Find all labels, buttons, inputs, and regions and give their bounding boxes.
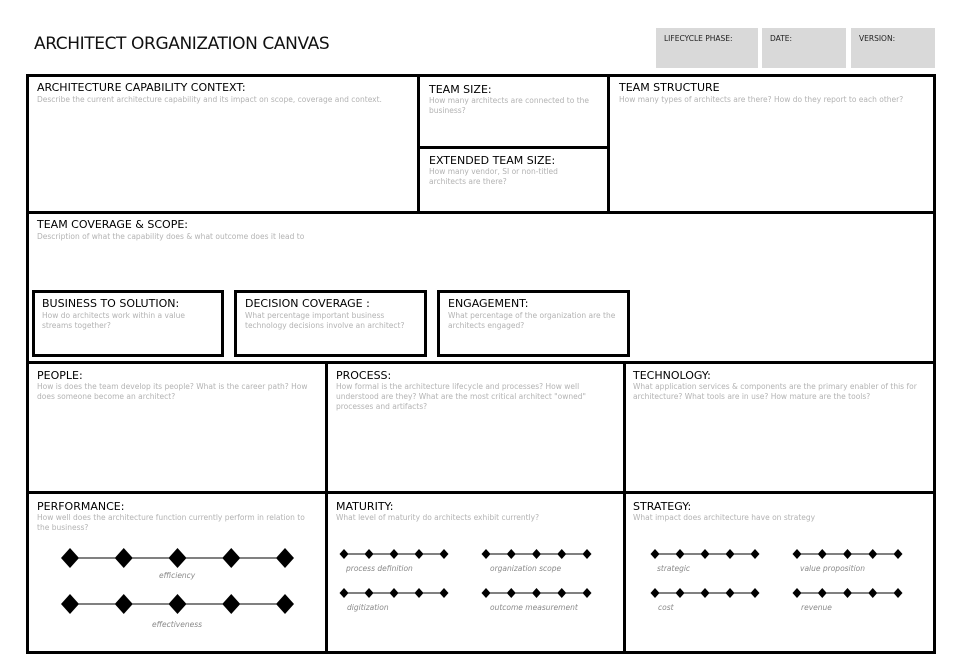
rating-scale-graphic: [339, 587, 449, 599]
rating-scale-graphic: [339, 548, 449, 560]
scale-diamond-4[interactable]: [868, 588, 877, 598]
rating-scale-graphic: [60, 593, 295, 615]
scale-diamond-4[interactable]: [222, 594, 240, 614]
scale-label-revenue: revenue: [801, 603, 832, 612]
scale-diamond-2[interactable]: [365, 588, 374, 598]
scale-diamond-3[interactable]: [169, 594, 187, 614]
rating-scale-graphic: [792, 548, 903, 560]
scale-label-organization-scope: organization scope: [490, 564, 562, 573]
divider-row3: [26, 491, 936, 494]
team-structure-desc: How many types of architects are there? How do they report to each other?: [619, 95, 904, 104]
maturity-title: MATURITY:: [336, 500, 394, 513]
scale-diamond-5[interactable]: [440, 588, 449, 598]
rating-scale-graphic: [650, 548, 760, 560]
scale-diamond-1[interactable]: [651, 588, 660, 598]
divider-top-1: [417, 74, 420, 214]
scale-label-outcome-measurement: outcome measurement: [490, 603, 578, 612]
scale-diamond-2[interactable]: [676, 588, 685, 598]
scale-diamond-1[interactable]: [340, 549, 349, 559]
scale-diamond-3[interactable]: [390, 588, 399, 598]
scale-diamond-2[interactable]: [676, 549, 685, 559]
scale-diamond-1[interactable]: [793, 549, 802, 559]
rating-scale-graphic: [650, 587, 760, 599]
scale-diamond-1[interactable]: [793, 588, 802, 598]
strategy-desc: What impact does architecture have on strategy: [633, 513, 816, 522]
scale-diamond-1[interactable]: [482, 549, 491, 559]
scale-diamond-3[interactable]: [701, 549, 710, 559]
lifecycle-phase-label: LIFECYCLE PHASE:: [664, 34, 733, 43]
scale-diamond-4[interactable]: [557, 588, 566, 598]
capability-desc: Describe the current architecture capability and its impact on scope, coverage and context.: [37, 95, 382, 104]
scale-diamond-5[interactable]: [583, 549, 592, 559]
scale-diamond-2[interactable]: [115, 594, 133, 614]
scale-label-strategic: strategic: [657, 564, 691, 573]
scale-diamond-1[interactable]: [482, 588, 491, 598]
lifecycle-phase-field[interactable]: [656, 28, 758, 68]
coverage-desc: Description of what the capability does & what outcome does it lead to: [37, 232, 305, 241]
scale-label-process-definition: process definition: [346, 564, 413, 573]
scale-diamond-3[interactable]: [390, 549, 399, 559]
scale-diamond-4[interactable]: [415, 588, 424, 598]
team-size-title: TEAM SIZE:: [429, 83, 492, 96]
scale-diamond-3[interactable]: [701, 588, 710, 598]
version-label: VERSION:: [859, 34, 896, 43]
scale-label-cost: cost: [658, 603, 674, 612]
maturity-desc: What level of maturity do architects exhibit currently?: [336, 513, 540, 522]
engagement-desc: What percentage of the organization are the architects engaged?: [448, 311, 616, 330]
process-desc: How formal is the architecture lifecycle and processes? How well understood are they? What are the most critical architect "owned" processes and artifacts?: [336, 382, 586, 411]
scale-diamond-1[interactable]: [61, 548, 79, 568]
scale-label-efficiency: efficiency: [159, 571, 196, 580]
coverage-title: TEAM COVERAGE & SCOPE:: [37, 218, 188, 231]
scale-diamond-1[interactable]: [340, 588, 349, 598]
business-to-solution-title: BUSINESS TO SOLUTION:: [42, 297, 180, 310]
scale-diamond-5[interactable]: [894, 588, 903, 598]
scale-diamond-3[interactable]: [532, 549, 541, 559]
divider-row2: [26, 361, 936, 364]
rating-scale-graphic: [481, 548, 592, 560]
people-desc: How is does the team develop its people? What is the career path? How does someone become an architect?: [37, 382, 308, 401]
team-size-desc: How many architects are connected to the business?: [429, 96, 590, 115]
decision-coverage-title: DECISION COVERAGE :: [245, 297, 370, 310]
divider-lower-1: [325, 361, 328, 654]
decision-coverage-box[interactable]: [234, 290, 427, 357]
scale-diamond-3[interactable]: [532, 588, 541, 598]
scale-diamond-2[interactable]: [507, 588, 516, 598]
page-title: ARCHITECT ORGANIZATION CANVAS: [34, 34, 330, 54]
extended-team-size-title: EXTENDED TEAM SIZE:: [429, 154, 556, 167]
divider-team-size: [417, 146, 610, 149]
scale-diamond-5[interactable]: [751, 549, 760, 559]
scale-diamond-5[interactable]: [583, 588, 592, 598]
scale-diamond-5[interactable]: [894, 549, 903, 559]
scale-diamond-1[interactable]: [651, 549, 660, 559]
scale-diamond-2[interactable]: [507, 549, 516, 559]
business-to-solution-desc: How do architects work within a value streams together?: [42, 311, 185, 330]
engagement-box[interactable]: [437, 290, 630, 357]
scale-diamond-5[interactable]: [751, 588, 760, 598]
scale-label-effectiveness: effectiveness: [152, 620, 203, 629]
rating-scale-graphic: [792, 587, 903, 599]
people-title: PEOPLE:: [37, 369, 83, 382]
scale-diamond-2[interactable]: [365, 549, 374, 559]
scale-diamond-3[interactable]: [843, 549, 852, 559]
technology-desc: What application services & components are the primary enabler of this for architecture? What tools are in use? How mature are the tools?: [633, 382, 917, 401]
extended-team-size-desc: How many vendor, SI or non-titled architects are there?: [429, 167, 558, 186]
process-title: PROCESS:: [336, 369, 392, 382]
performance-title: PERFORMANCE:: [37, 500, 125, 513]
scale-diamond-1[interactable]: [61, 594, 79, 614]
scale-label-value-proposition: value proposition: [800, 564, 866, 573]
date-label: DATE:: [770, 34, 793, 43]
scale-diamond-5[interactable]: [440, 549, 449, 559]
scale-diamond-4[interactable]: [868, 549, 877, 559]
technology-title: TECHNOLOGY:: [633, 369, 711, 382]
capability-title: ARCHITECTURE CAPABILITY CONTEXT:: [37, 81, 246, 94]
date-field[interactable]: [762, 28, 846, 68]
scale-diamond-3[interactable]: [843, 588, 852, 598]
scale-diamond-4[interactable]: [726, 549, 735, 559]
rating-scale-graphic: [60, 547, 295, 569]
scale-diamond-5[interactable]: [276, 548, 294, 568]
engagement-title: ENGAGEMENT:: [448, 297, 529, 310]
strategy-title: STRATEGY:: [633, 500, 692, 513]
scale-diamond-2[interactable]: [115, 548, 133, 568]
version-field[interactable]: [851, 28, 935, 68]
business-to-solution-box[interactable]: [32, 290, 224, 357]
scale-diamond-4[interactable]: [557, 549, 566, 559]
divider-top-2: [607, 74, 610, 214]
divider-row1: [26, 211, 936, 214]
performance-desc: How well does the architecture function currently perform in relation to the business?: [37, 513, 305, 532]
scale-diamond-5[interactable]: [276, 594, 294, 614]
scale-diamond-2[interactable]: [818, 549, 827, 559]
decision-coverage-desc: What percentage important business technology decisions involve an architect?: [245, 311, 405, 330]
scale-diamond-4[interactable]: [222, 548, 240, 568]
divider-lower-2: [623, 361, 626, 654]
scale-diamond-2[interactable]: [818, 588, 827, 598]
rating-scale-graphic: [481, 587, 592, 599]
scale-diamond-4[interactable]: [415, 549, 424, 559]
team-structure-title: TEAM STRUCTURE: [619, 81, 720, 94]
scale-diamond-3[interactable]: [169, 548, 187, 568]
scale-diamond-4[interactable]: [726, 588, 735, 598]
scale-label-digitization: digitization: [347, 603, 389, 612]
